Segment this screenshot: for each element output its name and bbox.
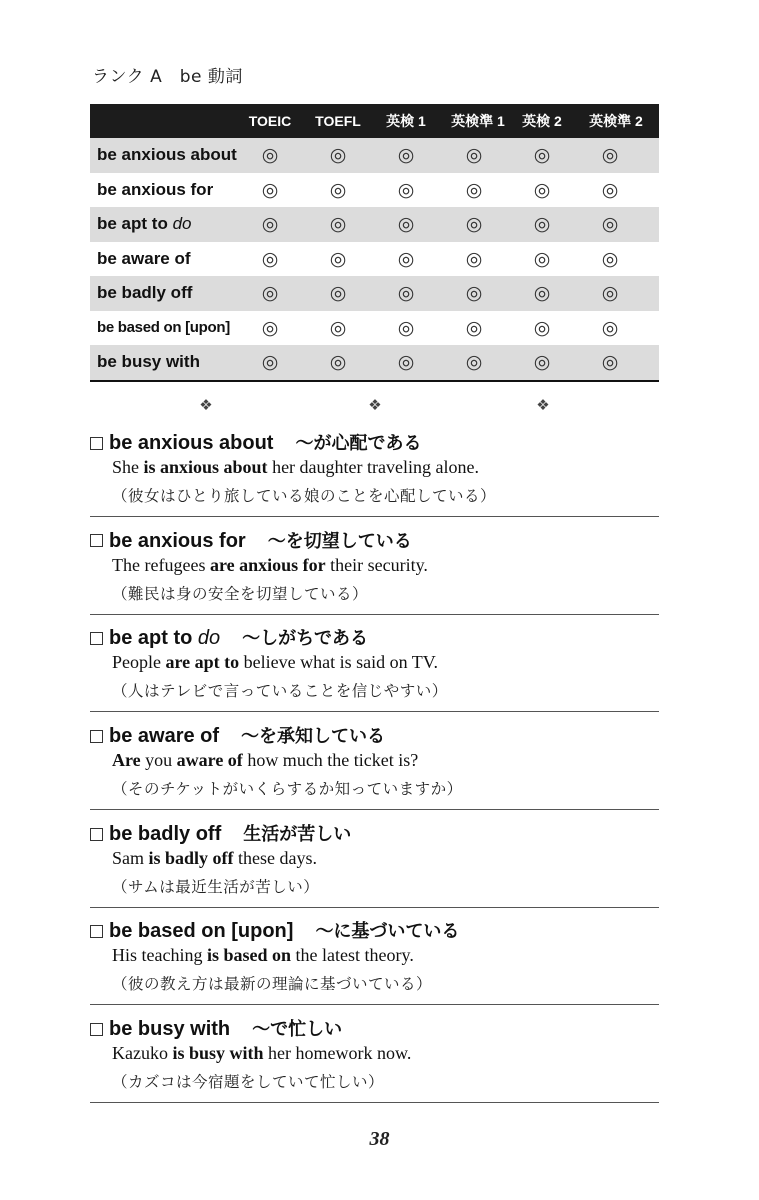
table-header: [90, 104, 659, 138]
entry-term: be based on [upon]: [109, 920, 294, 943]
entry-heading: [90, 429, 421, 455]
mark-icon: ◎: [465, 282, 483, 304]
example-sentence: Are you aware of how much the ticket is?: [112, 750, 419, 771]
entry-heading: [90, 624, 368, 650]
rank-table: [90, 104, 659, 382]
mark-icon: ◎: [329, 351, 347, 373]
entry-heading: [90, 722, 385, 748]
mark-icon: ◎: [533, 144, 551, 166]
mark-icon: ◎: [397, 316, 415, 339]
checkbox-icon[interactable]: [90, 632, 103, 645]
mark-icon: ◎: [601, 247, 619, 270]
example-sentence: The refugees are anxious for their security.: [112, 554, 428, 575]
list-item: [90, 909, 659, 1005]
mark-icon: ◎: [601, 144, 619, 166]
translation: （サムは最近生活が苦しい）: [112, 877, 320, 896]
checkbox-icon[interactable]: [90, 925, 103, 938]
header-eiken-2: 英検 2: [522, 113, 562, 129]
mark-icon: ◎: [261, 213, 279, 235]
mark-icon: ◎: [465, 351, 483, 373]
mark-icon: ◎: [261, 351, 279, 373]
checkbox-icon[interactable]: [90, 1023, 103, 1036]
mark-icon: ◎: [397, 213, 415, 235]
table-row: [90, 311, 659, 346]
entry-heading: [90, 527, 412, 553]
entry-heading: [90, 917, 459, 943]
mark-icon: ◎: [601, 213, 619, 235]
table-row: [90, 242, 659, 277]
mark-icon: ◎: [601, 351, 619, 373]
entry-term: be anxious about: [109, 432, 274, 454]
entry-heading: [90, 820, 351, 846]
entry-meaning: 生活が苦しい: [243, 823, 352, 845]
mark-icon: ◎: [329, 282, 347, 304]
entry-meaning: ～しがちである: [242, 628, 368, 650]
mark-icon: ◎: [397, 247, 415, 270]
page-title: ランク A be 動詞: [92, 67, 243, 87]
checkbox-icon[interactable]: [90, 534, 103, 547]
translation: （彼の教え方は最新の理論に基づいている）: [112, 975, 433, 994]
entry-list: [90, 421, 659, 1105]
table-row: [90, 173, 659, 208]
mark-icon: ◎: [533, 351, 551, 373]
diamond-ornament-icon: ❖: [199, 396, 213, 414]
row-label: be anxious about: [97, 145, 237, 164]
mark-icon: ◎: [465, 144, 483, 166]
mark-icon: ◎: [465, 247, 483, 270]
list-item: [90, 421, 659, 517]
example-sentence: She is anxious about her daughter traveling alone.: [112, 457, 479, 477]
table-row: [90, 276, 659, 311]
checkbox-icon[interactable]: [90, 828, 103, 841]
mark-icon: ◎: [261, 144, 279, 166]
page-number: 38: [369, 1128, 390, 1150]
mark-icon: ◎: [601, 316, 619, 339]
mark-icon: ◎: [261, 178, 279, 201]
checkbox-icon[interactable]: [90, 730, 103, 743]
translation: （そのチケットがいくらするか知っていますか）: [112, 780, 463, 799]
mark-icon: ◎: [465, 213, 483, 235]
mark-icon: ◎: [397, 351, 415, 373]
row-label: be based on [upon]: [97, 318, 230, 336]
mark-icon: ◎: [397, 144, 415, 166]
row-label: be anxious for: [97, 179, 214, 199]
mark-icon: ◎: [329, 316, 347, 339]
example-sentence: People are apt to believe what is said on TV.: [112, 652, 438, 673]
example-sentence: Kazuko is busy with her homework now.: [112, 1043, 412, 1064]
mark-icon: ◎: [533, 316, 551, 339]
diamond-ornament-icon: ❖: [536, 396, 550, 414]
row-label: be aware of: [97, 248, 191, 268]
mark-icon: ◎: [329, 247, 347, 270]
mark-icon: ◎: [533, 178, 551, 201]
entry-term: be aware of: [109, 725, 220, 748]
entry-meaning: ～に基づいている: [315, 921, 460, 943]
translation: （人はテレビで言っていることを信じやすい）: [112, 682, 448, 701]
header-eiken-pre-1: 英検準 1: [451, 113, 505, 129]
header-toeic: TOEIC: [248, 113, 292, 129]
header-eiken-1: 英検 1: [386, 113, 426, 129]
mark-icon: ◎: [397, 282, 415, 304]
mark-icon: ◎: [329, 213, 347, 235]
mark-icon: ◎: [261, 247, 279, 270]
diamond-ornament-icon: ❖: [368, 396, 382, 414]
entry-meaning: ～が心配である: [295, 433, 422, 454]
row-label: be badly off: [97, 283, 193, 302]
mark-icon: ◎: [397, 178, 415, 201]
example-sentence: Sam is badly off these days.: [112, 847, 318, 868]
row-label: be apt to do: [97, 214, 192, 233]
list-item: [90, 1007, 659, 1103]
mark-icon: ◎: [533, 282, 551, 304]
list-item: [90, 616, 659, 712]
mark-icon: ◎: [261, 282, 279, 304]
entry-term: be anxious for: [109, 529, 246, 552]
checkbox-icon[interactable]: [90, 437, 103, 450]
table-row: [90, 138, 659, 173]
header-toefl: TOEFL: [315, 113, 361, 129]
entry-meaning: ～を承知している: [241, 726, 386, 748]
table-row: [90, 345, 659, 380]
entry-term: be apt to do: [109, 627, 221, 650]
mark-icon: ◎: [465, 178, 483, 201]
table-row: [90, 207, 659, 242]
translation: （カズコは今宿題をしていて忙しい）: [112, 1073, 385, 1092]
row-label: be busy with: [97, 352, 200, 371]
mark-icon: ◎: [601, 282, 619, 304]
entry-heading: [90, 1015, 342, 1041]
mark-icon: ◎: [601, 178, 619, 201]
translation: （彼女はひとり旅している娘のことを心配している）: [112, 487, 497, 505]
mark-icon: ◎: [533, 247, 551, 270]
mark-icon: ◎: [465, 316, 483, 339]
entry-term: be busy with: [109, 1018, 231, 1041]
mark-icon: ◎: [329, 144, 347, 166]
list-item: [90, 519, 659, 615]
mark-icon: ◎: [329, 178, 347, 201]
list-item: [90, 714, 659, 810]
entry-term: be badly off: [109, 822, 222, 845]
list-item: [90, 812, 659, 908]
translation: （難民は身の安全を切望している）: [112, 584, 369, 603]
entry-meaning: ～を切望している: [267, 530, 412, 552]
example-sentence: His teaching is based on the latest theory.: [112, 945, 414, 966]
entry-meaning: ～で忙しい: [252, 1019, 343, 1041]
mark-icon: ◎: [261, 316, 279, 339]
header-eiken-pre-2: 英検準 2: [589, 113, 643, 129]
mark-icon: ◎: [533, 213, 551, 235]
